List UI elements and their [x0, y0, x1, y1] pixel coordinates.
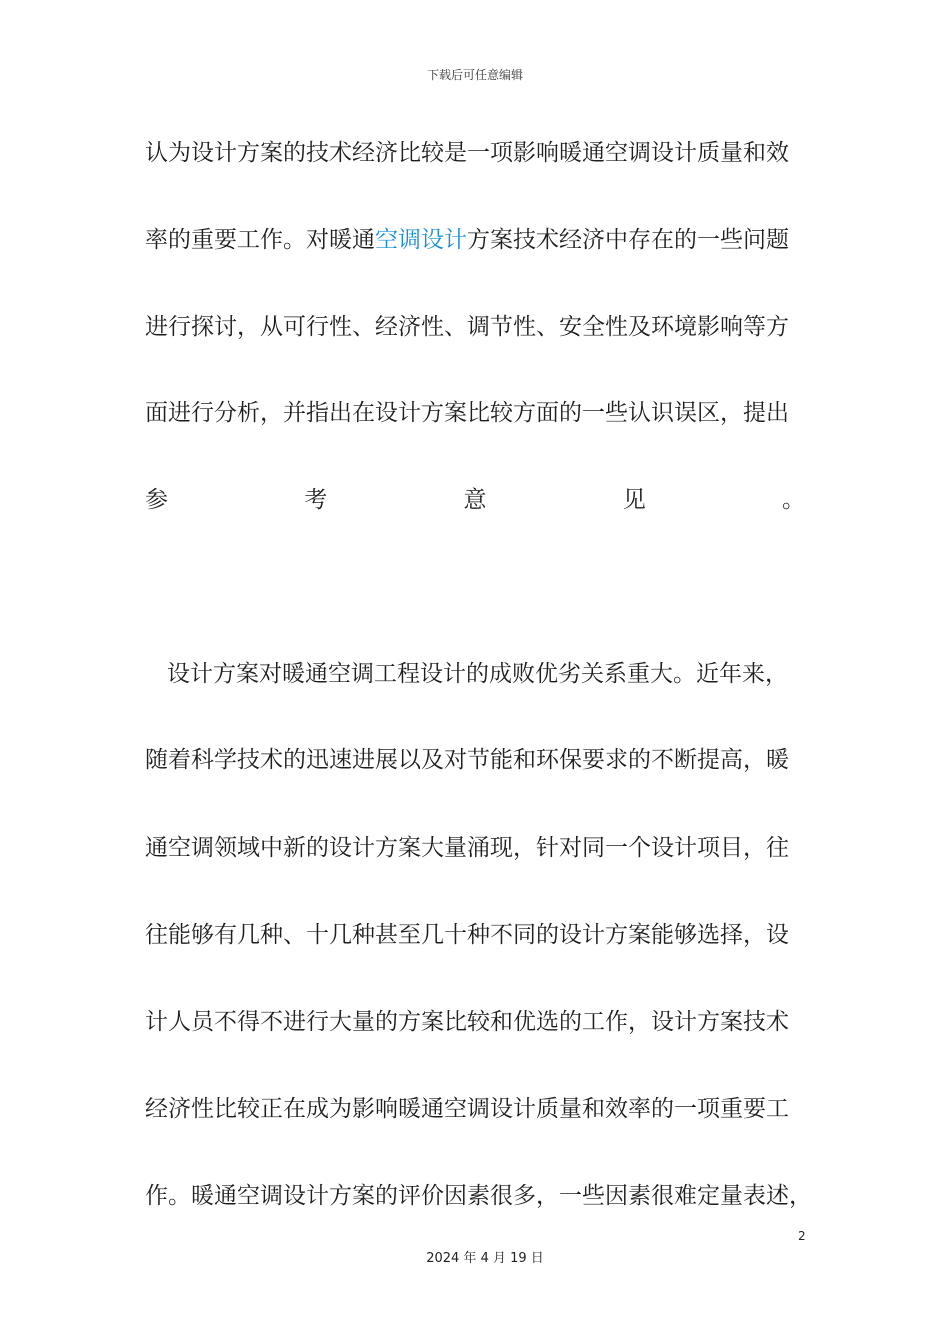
- paragraph-2-line-3: 通空调领域中新的设计方案大量涌现，针对同一个设计项目，往: [145, 835, 789, 861]
- paragraph-2-line-2: 随着科学技术的迅速进展以及对节能和环保要求的不断提高，暖: [145, 747, 789, 773]
- paragraph-1-line-4: 面进行分析，并指出在设计方案比较方面的一些认识误区，提出: [145, 400, 789, 426]
- header-note: 下载后可任意编辑: [426, 68, 523, 82]
- paragraph-2-line-1: 设计方案对暖通空调工程设计的成败优劣关系重大。近年来，: [167, 661, 788, 687]
- line-5-char: 见: [622, 487, 646, 513]
- paragraph-1-line-1: 认为设计方案的技术经济比较是一项影响暖通空调设计质量和效: [145, 140, 789, 166]
- paragraph-1-line-2-start: 率的重要工作。对暖通: [145, 227, 375, 253]
- paragraph-2-line-7: 作。暖通空调设计方案的评价因素很多，一些因素很难定量表述，: [145, 1183, 812, 1209]
- line-5-char: 。: [782, 487, 805, 513]
- page-number: 2: [798, 1229, 806, 1243]
- line-5-char: 考: [304, 487, 328, 513]
- paragraph-1-line-2-end: 方案技术经济中存在的一些问题: [467, 227, 789, 253]
- air-conditioning-design-link[interactable]: 空调设计: [375, 227, 467, 253]
- paragraph-1-line-5: [145, 485, 805, 515]
- paragraph-2-line-6: 经济性比较正在成为影响暖通空调设计质量和效率的一项重要工: [145, 1096, 789, 1122]
- paragraph-1-line-2: [145, 225, 805, 255]
- paragraph-2-line-4: 往能够有几种、十几种甚至几十种不同的设计方案能够选择，设: [145, 922, 789, 948]
- paragraph-1-line-3: 进行探讨，从可行性、经济性、调节性、安全性及环境影响等方: [145, 314, 789, 340]
- paragraph-2-line-5: 计人员不得不进行大量的方案比较和优选的工作，设计方案技术: [145, 1009, 789, 1035]
- footer-date: 2024 年 4 月 19 日: [426, 1251, 544, 1266]
- line-5-char: 参: [145, 487, 168, 513]
- line-5-char: 意: [463, 487, 487, 513]
